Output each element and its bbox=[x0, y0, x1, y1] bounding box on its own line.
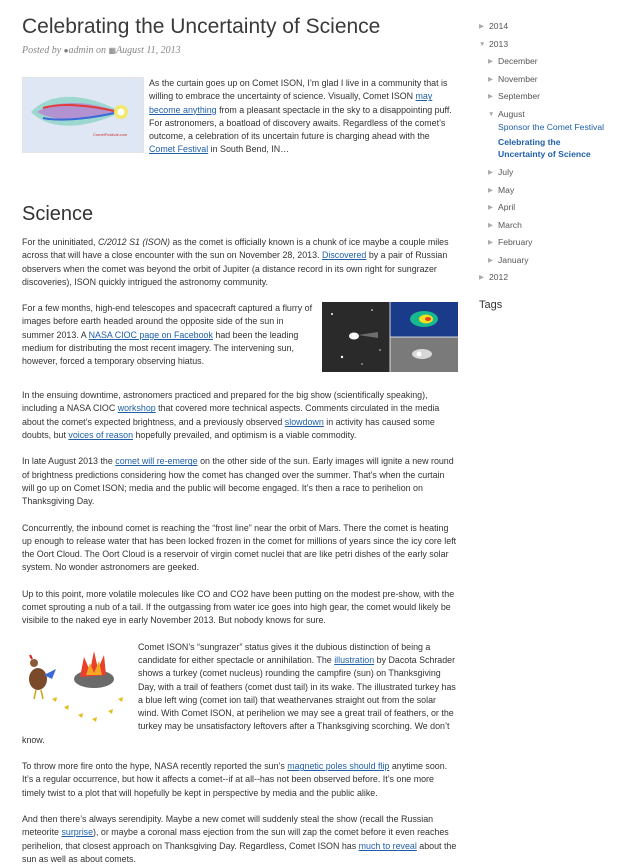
thumb-caption: CometFestival.com bbox=[93, 132, 128, 137]
excerpt-text bbox=[149, 77, 455, 157]
triangle-right-icon: ▶ bbox=[488, 239, 493, 246]
comet-thumbnail[interactable] bbox=[22, 77, 144, 153]
text: that covered more technical aspects. Comments circulated in the media about the comet’s expected brightness, and a previously observed bbox=[22, 403, 440, 427]
text: And then there’s always serendipity. Maybe a new comet will suddenly steal the show (recall the Russian meteorite bbox=[22, 813, 434, 838]
posted-by-label: Posted by bbox=[22, 45, 62, 56]
text: by a pair of Russian observers when the comet was beyond the orbit of Jupiter (a distance record in its own right for sungrazer discoveries), ISON quickly intrigued the astronomy community. bbox=[22, 250, 448, 287]
text: anytime soon. It’s a regular occurrence, but how it affects a comet--if at all--has not been observed before. It’s one more timely twist to a plot that will hopefully be kept in perspective by media and the public alike. bbox=[22, 761, 448, 798]
surprise-link[interactable]: surprise bbox=[61, 827, 94, 838]
paragraph-1 bbox=[22, 236, 458, 289]
excerpt-part: As the curtain goes up on Comet ISON, I’m glad I live in a community that is willing to embrace the uncertainty of science. Visually, Comet ISON bbox=[149, 78, 448, 102]
calendar-icon: ▦ bbox=[108, 46, 117, 55]
text: For the uninitiated, bbox=[22, 237, 98, 247]
voices-of-reason-link[interactable]: voices of reason bbox=[68, 430, 134, 441]
text: To throw more fire onto the hype, NASA recently reported the sun’s bbox=[22, 761, 288, 772]
triangle-right-icon: ▶ bbox=[479, 274, 484, 281]
triangle-right-icon: ▶ bbox=[488, 93, 493, 100]
post-excerpt bbox=[22, 77, 458, 153]
archive-year-2014[interactable] bbox=[479, 18, 631, 36]
comet-ison-images[interactable] bbox=[322, 302, 458, 372]
archive-month-september[interactable] bbox=[479, 88, 631, 106]
triangle-right-icon: ▶ bbox=[488, 169, 493, 176]
paragraph-9 bbox=[22, 813, 458, 866]
current-post-link[interactable]: Celebrating the Uncertainty of Science bbox=[498, 137, 591, 159]
month-label: August bbox=[498, 108, 525, 119]
archive-month-december[interactable] bbox=[479, 53, 631, 71]
text: For a few months, high-end telescopes and spacecraft captured a flurry of images before earth headed around the opposite side of the sun in summer 2013. A bbox=[22, 303, 313, 340]
may-become-anything-link[interactable]: may become anything bbox=[149, 91, 433, 115]
post-link[interactable]: Sponsor the Comet Festival bbox=[498, 122, 605, 132]
on-label: on bbox=[96, 45, 106, 56]
triangle-right-icon: ▶ bbox=[488, 75, 493, 83]
text: hopefully prevailed, and optimism is a viable commodity. bbox=[133, 430, 357, 441]
text: about the sun as well as about comets. bbox=[22, 840, 457, 864]
excerpt-part: from a pleasant spectacle in the sky to a disappointing puff. For astronomers, a boatload of discovery awaits. Regardless of the comet’s outcome, a celebration of its uncertain future is charging ahead with the bbox=[149, 104, 452, 142]
discovered-link[interactable]: Discovered bbox=[321, 250, 367, 261]
section-title-science: Science bbox=[22, 203, 94, 225]
much-to-reveal-link[interactable]: much to reveal bbox=[358, 840, 417, 851]
archive-month-april[interactable] bbox=[479, 199, 631, 217]
archive-month-may[interactable] bbox=[479, 182, 631, 200]
month-label: September bbox=[498, 91, 541, 101]
month-label: March bbox=[498, 219, 522, 230]
paragraph-7-block bbox=[22, 641, 458, 747]
text: by Dacota Schrader shows a turkey (comet nucleus) rounding the campfire (sun) on Thanksgiving Day, with a trail of feathers (comet dust tail) in its wake. The illustrated turkey has a blue left wing (comet ion tail) that weathervanes straight out from the solar wind. With Comet ISON, at perihelion we may see a great trail of feathers, or the turkey may be unsatisfactory leftovers after a Thanksgiving scorching. We don’t know. bbox=[22, 654, 456, 745]
comet-festival-link[interactable]: Comet Festival bbox=[149, 144, 209, 155]
text: In late August 2013 the bbox=[22, 456, 116, 467]
triangle-right-icon: ▶ bbox=[488, 221, 493, 229]
triangle-right-icon: ▶ bbox=[488, 256, 493, 264]
paragraph-5: Concurrently, the inbound comet is reaching the “frost line” near the orbit of Mars. There the comet is heating up enough to release water that has been locked frozen in the comet for millions of years since the icy core left the Oort Cloud. The Oort Cloud is a reservoir of virgin comet nuclei that are like petri dishes of the early solar system. No wonder astronomers are geeked. bbox=[22, 522, 457, 573]
month-label: December bbox=[498, 56, 538, 66]
tags-heading: Tags bbox=[479, 298, 503, 311]
year-label: 2012 bbox=[489, 272, 509, 282]
paragraph-4 bbox=[22, 455, 458, 508]
text: In the ensuing downtime, astronomers practiced and prepared for the big show (scientifically speaking), including a NASA CIOC bbox=[22, 390, 428, 414]
month-label: November bbox=[498, 73, 538, 84]
archive-year-2012[interactable] bbox=[479, 269, 631, 287]
archive-post-sponsor[interactable] bbox=[479, 121, 631, 133]
turkey-campfire-illustration[interactable] bbox=[22, 641, 132, 727]
month-label: April bbox=[498, 202, 516, 212]
triangle-right-icon: ▶ bbox=[488, 58, 493, 65]
month-label: July bbox=[498, 167, 514, 177]
year-label: 2014 bbox=[489, 21, 509, 31]
year-label: 2013 bbox=[489, 38, 509, 49]
month-label: May bbox=[498, 184, 515, 195]
archive-year-2013[interactable] bbox=[479, 36, 631, 54]
text: on the other side of the sun. Early images will ignite a new round of brightness predictions considering how the comet has changed over the summer. That’s when the curtain will go up on Comet ISON; media and the public will become engaged. It’s then a race to perihelion on Thanksgiving Day. bbox=[22, 456, 454, 507]
post-date: August 11, 2013 bbox=[116, 45, 181, 56]
paragraph-8 bbox=[22, 760, 458, 800]
archive-sidebar bbox=[479, 18, 631, 311]
comet-designation: C/2012 S1 (ISON) bbox=[97, 237, 170, 247]
archive-month-march[interactable] bbox=[479, 217, 631, 235]
post-meta bbox=[22, 45, 458, 56]
triangle-right-icon: ▶ bbox=[479, 23, 484, 30]
triangle-down-icon: ▼ bbox=[479, 40, 486, 48]
nasa-cioc-facebook-link[interactable]: NASA CIOC page on Facebook bbox=[88, 329, 213, 340]
user-icon: ● bbox=[63, 46, 69, 55]
triangle-right-icon: ▶ bbox=[488, 204, 493, 211]
paragraph-3 bbox=[22, 389, 458, 442]
text: Comet ISON’s “sungrazer” status gives it the dubious distinction of being a candidate for either spectacle or annihilation. The bbox=[138, 641, 431, 665]
triangle-down-icon: ▼ bbox=[488, 110, 495, 118]
magnetic-poles-link[interactable]: magnetic poles should flip bbox=[287, 761, 390, 772]
paragraph-2-block bbox=[22, 302, 458, 376]
paragraph-6: Up to this point, more volatile molecules like CO and CO2 have been putting on the modest pre-show, with the comet sprouting a nub of a tail. If the outgassing from water ice goes into high gear, the comet would likely be visibile to the naked eye in early November 2013. But nobody knows for sure. bbox=[22, 588, 455, 626]
archive-month-july[interactable] bbox=[479, 164, 631, 182]
excerpt-part: in South Bend, IN… bbox=[208, 144, 290, 155]
slowdown-link[interactable]: slowdown bbox=[284, 416, 324, 427]
comet-will-re-emerge-link[interactable]: comet will re-emerge bbox=[115, 456, 198, 467]
triangle-right-icon: ▶ bbox=[488, 186, 493, 194]
main-content bbox=[22, 14, 458, 866]
post-title[interactable]: Celebrating the Uncertainty of Science bbox=[22, 15, 381, 38]
archive-month-february[interactable] bbox=[479, 234, 631, 252]
text: had been the leading medium for distributing the most recent imagery. The intervening sun, however, forced a temporary observing hiatus. bbox=[22, 329, 299, 367]
text: ), or maybe a coronal mass ejection from the sun will zap the comet before it even reaches perihelion, that closest approach on Thanksgiving Day. Regardless, Comet ISON has bbox=[22, 827, 449, 851]
archive-month-november[interactable] bbox=[479, 71, 631, 89]
illustration-link[interactable]: illustration bbox=[334, 654, 375, 665]
archive-post-current[interactable] bbox=[479, 136, 608, 160]
text: as the comet is officially known is a chunk of ice maybe a couple miles across that will have a close encounter with the sun on November 28, 2013. bbox=[22, 237, 449, 261]
month-label: January bbox=[498, 254, 529, 265]
archive-month-january[interactable] bbox=[479, 252, 631, 270]
month-label: February bbox=[498, 237, 533, 247]
workshop-link[interactable]: workshop bbox=[117, 403, 156, 414]
author-link[interactable]: admin bbox=[68, 45, 94, 56]
text: in activity has caused some doubts, but bbox=[22, 416, 435, 441]
